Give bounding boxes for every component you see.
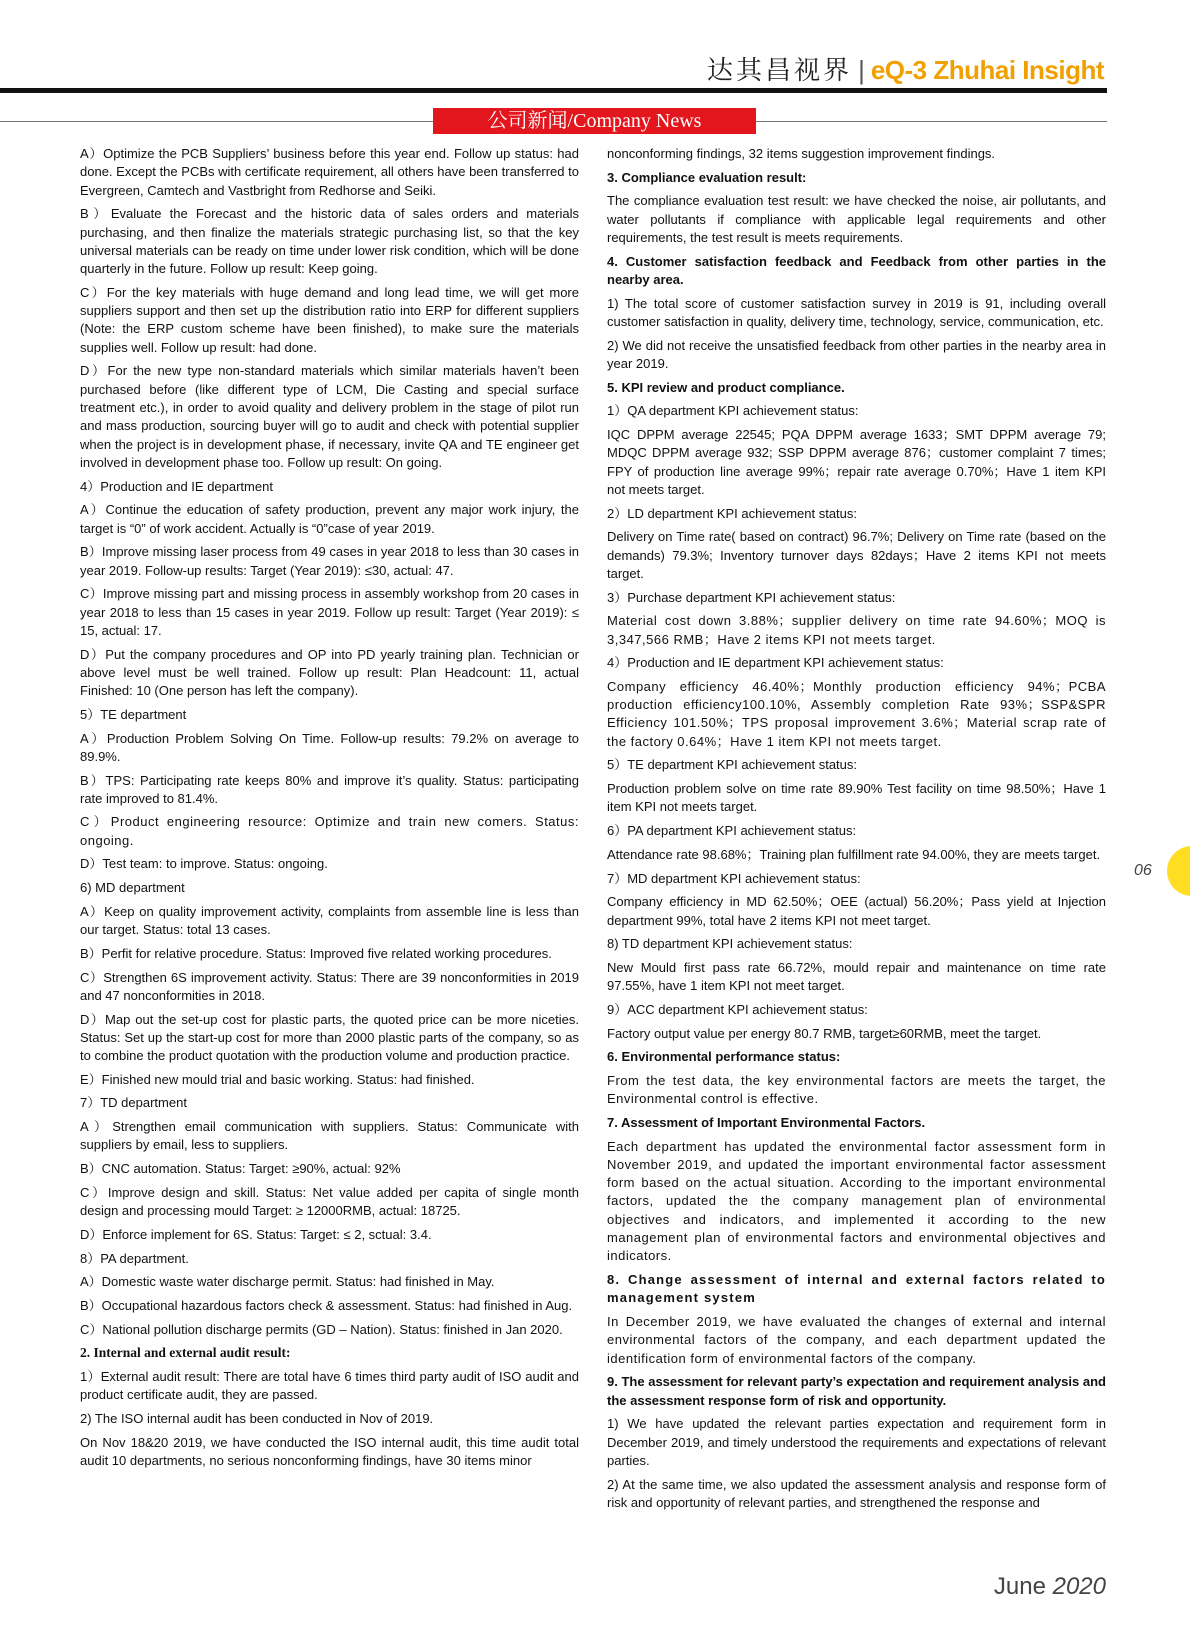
subheading: 2）LD department KPI achievement status: [607, 505, 858, 521]
section-heading: 9. The assessment for relevant party’s expectation and requirement analysis and the assessment response form of risk and opportunity. [607, 1374, 1106, 1408]
paragraph: A）Continue the education of safety production, prevent any major work injury, the target is “0” of work accident. Actually is “0”case of year 2019. [80, 502, 579, 536]
right-text-column [607, 145, 1106, 1518]
issue-year: 2020 [1052, 1573, 1106, 1600]
paragraph: B）Perfit for relative procedure. Status: Improved five related working procedures. [80, 945, 552, 961]
paragraph: 1) The total score of customer satisfaction survey in 2019 is 91, including overall customer satisfaction in quality, delivery time, technology, service, communication, etc. [607, 295, 1106, 329]
paragraph: B）TPS: Participating rate keeps 80% and improve it’s quality. Status: participating rate improved to 81.4%. [80, 772, 579, 806]
paragraph: D）Enforce implement for 6S. Status: Target: ≤ 2, sctual: 3.4. [80, 1226, 432, 1242]
paragraph: nonconforming findings, 32 items suggestion improvement findings. [607, 146, 996, 161]
paragraph: The compliance evaluation test result: we have checked the noise, air pollutants, and water pollutants if compliance with applicable legal requirements and other requirements, the test result is meets requirements. [607, 193, 1106, 245]
paragraph: New Mould first pass rate 66.72%, mould repair and maintenance on time rate 97.55%, have 1 item KPI not meet target. [607, 959, 1106, 994]
subheading: 8）PA department. [80, 1250, 189, 1266]
paragraph: A）Strengthen email communication with suppliers. Status: Communicate with suppliers by email, less to suppliers. [80, 1119, 579, 1153]
paragraph: Attendance rate 98.68%；Training plan fulfillment rate 94.00%, they are meets target. [607, 846, 1101, 862]
subheading: 6) MD department [80, 880, 185, 896]
subheading: 1）QA department KPI achievement status: [607, 403, 859, 419]
section-heading: 6. Environmental performance status: [607, 1049, 841, 1065]
section-heading: 8. Change assessment of internal and external factors related to management system [607, 1272, 1106, 1306]
subheading: 7）MD department KPI achievement status: [607, 870, 861, 886]
paragraph: 1）External audit result: There are total have 6 times third party audit of ISO audit and product certificate audit, they are passed. [80, 1368, 579, 1403]
left-text-column [80, 145, 579, 1476]
paragraph: B）CNC automation. Status: Target: ≥90%, actual: 92% [80, 1161, 401, 1177]
paragraph: C）Product engineering resource: Optimize and train new comers. Status: ongoing. [80, 814, 579, 848]
section-heading: 3. Compliance evaluation result: [607, 169, 807, 185]
subheading: 3）Purchase department KPI achievement status: [607, 589, 896, 605]
paragraph: IQC DPPM average 22545; PQA DPPM average 1633；SMT DPPM average 79; MDQC DPPM average 932; SSP DPPM average 876；customer complaint 7 times; FPY of production line average 99%；repair rate average 0.70%；Have 1 item KPI not meets target. [607, 426, 1106, 497]
subheading: 4）Production and IE department KPI achievement status: [607, 655, 944, 671]
page-tab-marker [1167, 846, 1190, 896]
brand-separator: | [858, 55, 865, 85]
paragraph: From the test data, the key environmental factors are meets the target, the Environmental control is effective. [607, 1072, 1106, 1107]
paragraph: A）Domestic waste water discharge permit. Status: had finished in May. [80, 1274, 495, 1290]
paragraph: C）Improve design and skill. Status: Net value added per capita of single month design and processing mould Target: ≥ 12000RMB, actual: 18725. [80, 1184, 579, 1219]
paragraph: C）National pollution discharge permits (GD – Nation). Status: finished in Jan 2020. [80, 1321, 563, 1337]
paragraph: D）Test team: to improve. Status: ongoing. [80, 856, 328, 872]
brand-chinese-title: 达其昌视界 [707, 56, 853, 86]
paragraph: C）Improve missing part and missing process in assembly workshop from 20 cases in year 2018 to less than 15 cases in year 2019. Follow up result: Target (Year 2019): ≤ 15, actual: 17. [80, 586, 579, 638]
paragraph: B）Occupational hazardous factors check & assessment. Status: had finished in Aug. [80, 1297, 573, 1313]
paragraph: Production problem solve on time rate 89.90% Test facility on time 98.50%；Have 1 item KPI not meets target. [607, 781, 1106, 815]
header-thick-rule [0, 88, 1107, 93]
paragraph: A）Optimize the PCB Suppliers’ business before this year end. Follow up status: had done. Except the PCBs with certificate requirement, all others have been transferred to Evergreen, Camtech and Vastbright from Redhorse and Seiki. [80, 146, 579, 198]
paragraph: Factory output value per energy 80.7 RMB, target≥60RMB, meet the target. [607, 1025, 1042, 1041]
paragraph: On Nov 18&20 2019, we have conducted the ISO internal audit, this time audit total audit 10 departments, no serious nonconforming findings, have 30 items minor [80, 1434, 579, 1468]
magazine-brand [707, 50, 1104, 87]
paragraph: In December 2019, we have evaluated the changes of external and internal environmental factors of the company, and each department updated the identification form of environmental factors of the company. [607, 1314, 1106, 1366]
paragraph: D）For the new type non-standard materials which similar materials haven’t been purchased before (like different type of LCM, Die Casting and special surface treatment etc.), in order to avoid quality and delivery problem in the stage of pilot run and mass production, sourcing buyer will go to audit and check with potential supplier when the project is in development phase, if necessary, invite QA and TE engineer get involved in development phase too. Follow up result: On going. [80, 363, 579, 470]
paragraph: 2) The ISO internal audit has been conducted in Nov of 2019. [80, 1410, 434, 1426]
brand-english-title: eQ-3 Zhuhai Insight [870, 55, 1104, 85]
paragraph: 1) We have updated the relevant parties expectation and requirement form in December 2019, and timely understood the requirements and expectations of relevant parties. [607, 1416, 1106, 1468]
paragraph: Company efficiency in MD 62.50%；OEE (actual) 56.20%；Pass yield at Injection department 99%, total have 2 items KPI not meet target. [607, 894, 1106, 928]
paragraph: Delivery on Time rate( based on contract) 96.7%; Delivery on Time rate (based on the demands) 79.3%; Inventory turnover days 82days；Have 2 items KPI not meets target. [607, 529, 1106, 581]
page-header [0, 0, 1190, 130]
paragraph: A）Keep on quality improvement activity, complaints from assemble line is less than our target. Status: total 13 cases. [80, 903, 579, 938]
paragraph: C）Strengthen 6S improvement activity. Status: There are 39 nonconformities in 2019 and 47 nonconformities in 2018. [80, 969, 579, 1003]
paragraph: B）Evaluate the Forecast and the historic data of sales orders and materials purchasing, and then finalize the materials strategic purchasing list, so that the key universal materials can be ready on time under lower risk condition, which will be done quarterly in the future. Follow up result: Keep going. [80, 206, 579, 277]
page-number: 06 [1134, 862, 1152, 879]
section-heading: 5. KPI review and product compliance. [607, 379, 845, 395]
paragraph: Each department has updated the environmental factor assessment form in November 2019, and updated the important environmental factor assessment form based on the actual situation. According to the important environmental factors, updated the the company management plan of environmental objectives and indicators, and implemented it according to the new management plan of environmental factors and environmental objectives and indicators. [607, 1138, 1106, 1264]
paragraph: C）For the key materials with huge demand and long lead time, we will get more suppliers support and then set up the distribution ratio into ERP for different suppliers (Note: the ERP custom scheme have been finished), to make sure the materials supplies well. Follow up result: had done. [80, 284, 579, 355]
paragraph: D）Map out the set-up cost for plastic parts, the quoted price can be more niceties. Status: Set up the start-up cost for more than 2000 plastic parts of the company, so as to combine the product quotation with the production volume and production practice. [80, 1011, 579, 1064]
subheading: 7）TD department [80, 1095, 187, 1111]
section-heading: 7. Assessment of Important Environmental Factors. [607, 1114, 926, 1130]
issue-date [994, 1573, 1106, 1601]
paragraph: 2) We did not receive the unsatisfied feedback from other parties in the nearby area in year 2019. [607, 337, 1106, 371]
subheading: 5）TE department [80, 706, 187, 722]
issue-month: June [993, 1573, 1046, 1600]
section-banner: 公司新闻/Company News [433, 108, 756, 134]
subheading: 6）PA department KPI achievement status: [607, 823, 857, 839]
subheading: 8) TD department KPI achievement status: [607, 936, 853, 952]
paragraph: E）Finished new mould trial and basic working. Status: had finished. [80, 1071, 475, 1087]
paragraph: B）Improve missing laser process from 49 cases in year 2018 to less than 30 cases in year 2019. Follow-up results: Target (Year 2019): ≤30, actual: 47. [80, 544, 579, 578]
paragraph: D）Put the company procedures and OP into PD yearly training plan. Technician or above level must be well trained. Follow up result: Plan Headcount: 11, actual Finished: 10 (One person has left the company). [80, 646, 579, 699]
paragraph: 2) At the same time, we also updated the assessment analysis and response form of risk and opportunity of relevant parties, and strengthened the response and [607, 1476, 1106, 1510]
paragraph: Company efficiency 46.40%；Monthly production efficiency 94%；PCBA production efficiency100.10%, Assembly completion Rate 93%；SSP&SPR Efficiency 101.50%；TPS proposal improvement 3.6%；Material scrap rate of the factory 0.64%；Have 1 item KPI not meets target. [607, 678, 1106, 749]
subheading: 4）Production and IE department [80, 478, 273, 494]
subheading: 9）ACC department KPI achievement status: [607, 1001, 868, 1017]
section-heading: 4. Customer satisfaction feedback and Feedback from other parties in the nearby area. [607, 253, 1106, 287]
paragraph: Material cost down 3.88%；supplier delivery on time rate 94.60%；MOQ is 3,347,566 RMB；Have 2 items KPI not meets target. [607, 613, 1106, 647]
subheading: 5）TE department KPI achievement status: [607, 757, 858, 773]
paragraph: A）Production Problem Solving On Time. Follow-up results: 79.2% on average to 89.9%. [80, 730, 579, 764]
section-heading: 2. Internal and external audit result: [80, 1345, 291, 1361]
